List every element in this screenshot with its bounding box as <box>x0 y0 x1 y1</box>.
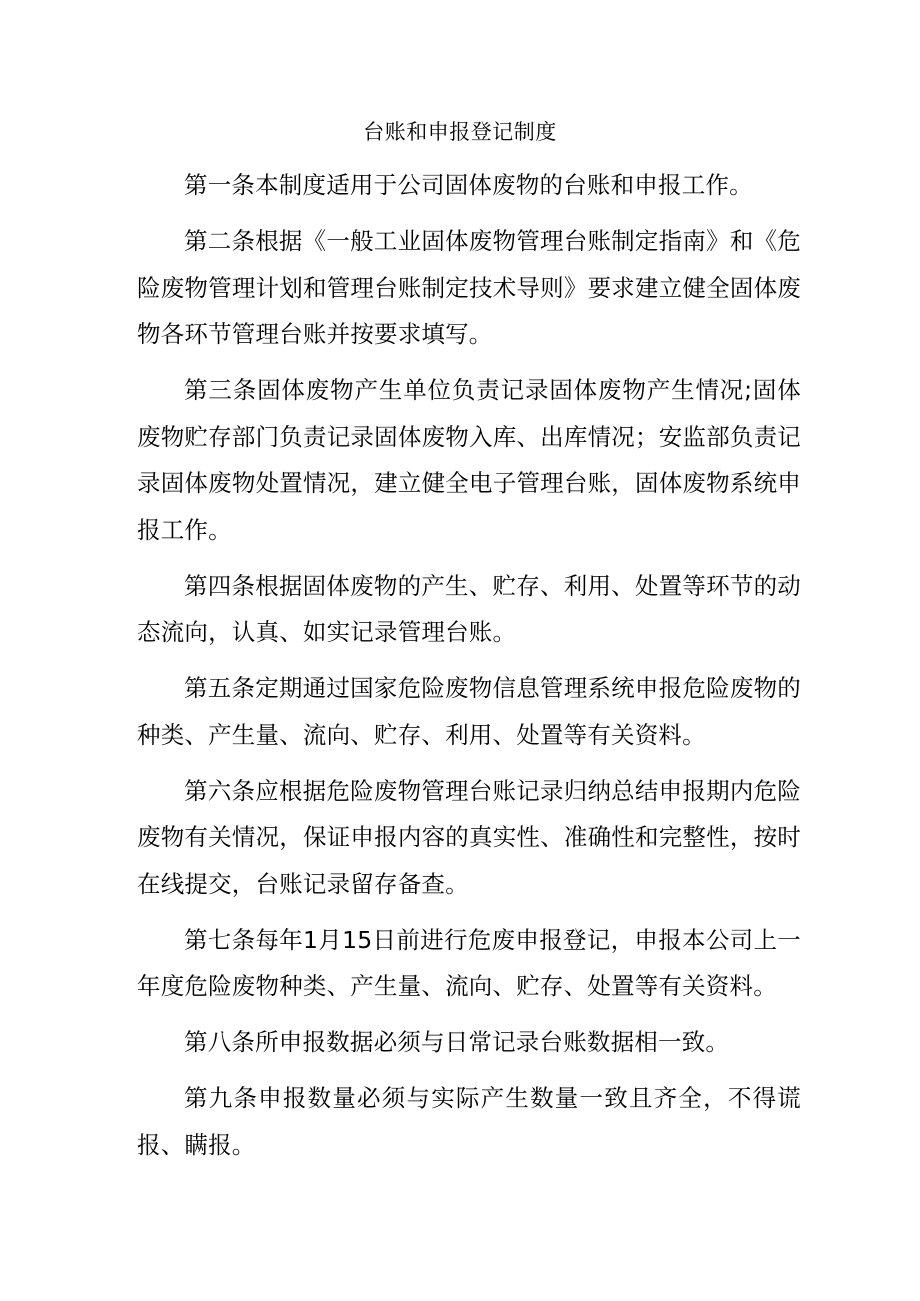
article-2: 第二条根据《一般工业固体废物管理台账制定指南》和《危险废物管理计划和管理台账制定技术导则》要求建立健全固体废物各环节管理台账并按要求填写。 <box>137 227 801 348</box>
article-4: 第四条根据固体废物的产生、贮存、利用、处置等环节的动态流向，认真、如实记录管理台账。 <box>137 571 801 646</box>
article-7: 第七条每年1月15日前进行危废申报登记，申报本公司上一年度危险废物种类、产生量、流向、贮存、处置等有关资料。 <box>137 925 801 1000</box>
article-8: 第八条所申报数据必须与日常记录台账数据相一致。 <box>184 1028 730 1056</box>
article-3: 第三条固体废物产生单位负责记录固体废物产生情况;固体废物贮存部门负责记录固体废物入库、出库情况；安监部负责记录固体废物处置情况，建立健全电子管理台账，固体废物系统申报工作。 <box>137 376 801 544</box>
article-9: 第九条申报数量必须与实际产生数量一致且齐全，不得谎报、瞒报。 <box>137 1084 801 1159</box>
document-title: 台账和申报登记制度 <box>363 120 557 144</box>
article-5: 第五条定期通过国家危险废物信息管理系统申报危险废物的种类、产生量、流向、贮存、利用、处置等有关资料。 <box>137 674 801 749</box>
document-body <box>137 162 801 1178</box>
article-1: 第一条本制度适用于公司固体废物的台账和申报工作。 <box>184 171 753 199</box>
article-6: 第六条应根据危险废物管理台账记录归纳总结申报期内危险废物有关情况，保证申报内容的真实性、准确性和完整性，按时在线提交，台账记录留存备查。 <box>137 776 801 898</box>
